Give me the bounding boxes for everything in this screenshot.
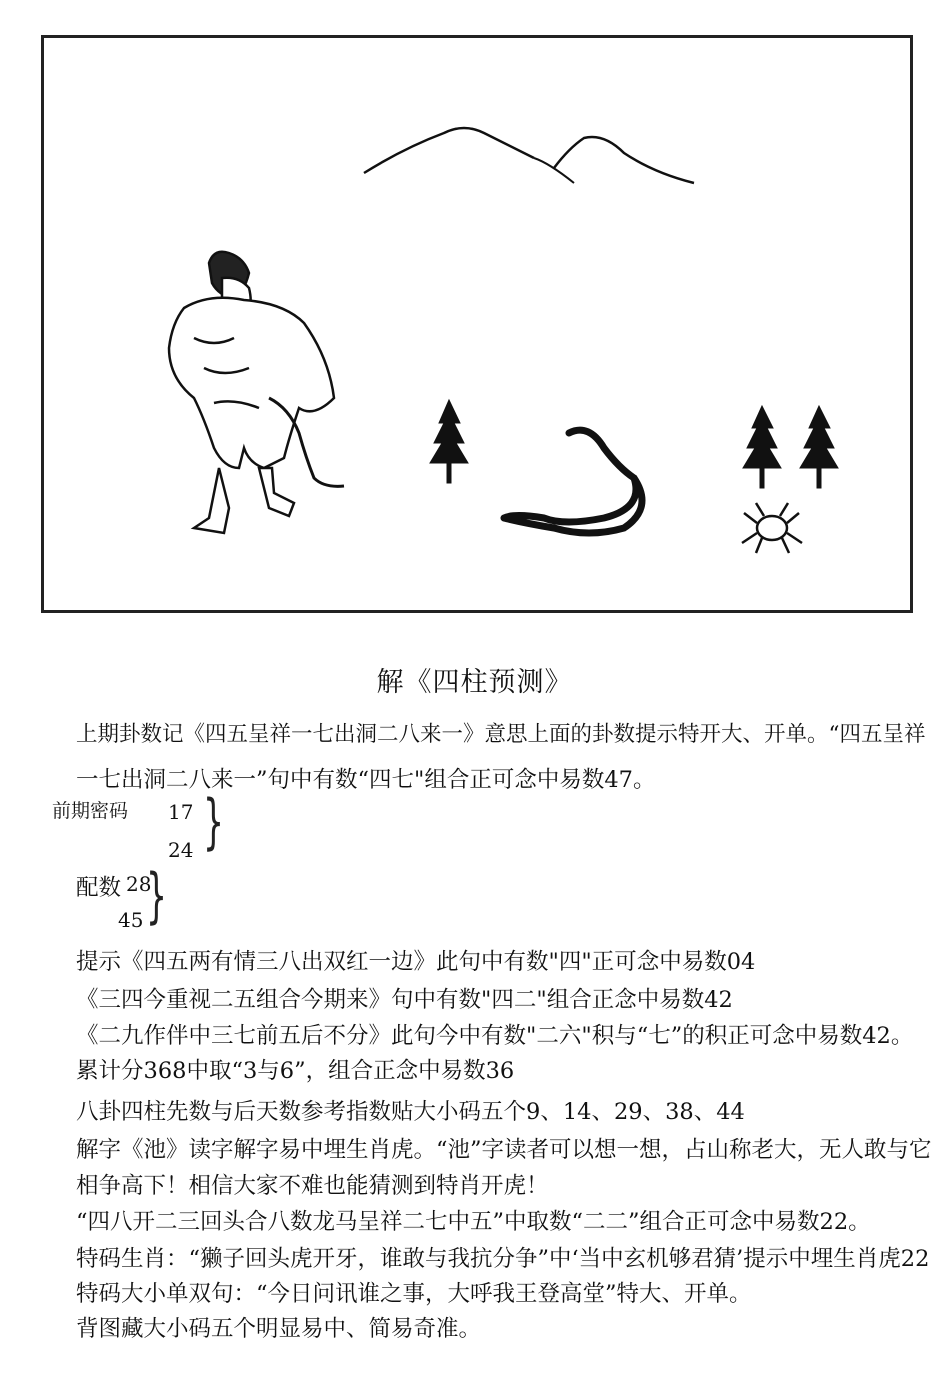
body-line: 提示《四五两有情三八出双红一边》此句中有数"四"正可念中易数04 bbox=[76, 949, 756, 975]
intro-line-2: 一七出洞二八来一”句中有数“四七"组合正可念中易数47。 bbox=[76, 767, 656, 793]
match-number: 28 bbox=[126, 872, 152, 896]
previous-code-number: 17 bbox=[168, 800, 194, 824]
mountain-icon bbox=[554, 137, 694, 183]
body-line: 累计分368中取“3与6”，组合正念中易数36 bbox=[76, 1058, 515, 1084]
previous-code-label: 前期密码 bbox=[52, 800, 129, 822]
body-line: “四八开二三回头合八数龙马呈祥二七中五”中取数“二二”组合正可念中易数22。 bbox=[76, 1209, 871, 1235]
brace-icon: } bbox=[203, 787, 225, 857]
body-line: 《三四今重视二五组合今期来》句中有数"四二"组合正念中易数42 bbox=[76, 987, 733, 1013]
body-line: 背图藏大小码五个明显易中、简易奇准。 bbox=[76, 1316, 482, 1342]
tree-icon bbox=[743, 406, 781, 488]
ink-illustration bbox=[44, 38, 910, 610]
brace-icon: } bbox=[146, 861, 168, 931]
body-line: 《二九作伴中三七前五后不分》此句今中有数"二六"积与“七”的积正可念中易数42。 bbox=[76, 1023, 914, 1049]
body-line: 特码大小单双句：“今日问讯谁之事，大呼我王登高堂”特大、开单。 bbox=[76, 1281, 752, 1307]
warrior-figure-icon bbox=[169, 252, 344, 533]
tree-icon bbox=[800, 406, 838, 488]
illustration-frame bbox=[41, 35, 913, 613]
mountain-icon bbox=[364, 128, 534, 173]
body-line: 八卦四柱先数与后天数参考指数贴大小码五个9、14、29、38、44 bbox=[76, 1099, 745, 1125]
previous-code-number: 24 bbox=[168, 838, 194, 862]
match-numbers-label: 配数 bbox=[76, 875, 122, 901]
snake-icon bbox=[504, 430, 642, 533]
tree-icon bbox=[430, 400, 468, 483]
match-number: 45 bbox=[118, 908, 144, 932]
page-title: 解《四柱预测》 bbox=[376, 667, 573, 698]
crab-icon bbox=[742, 503, 802, 553]
intro-line-1: 上期卦数记《四五呈祥一七出洞二八来一》意思上面的卦数提示特开大、开单。“四五呈祥 bbox=[76, 722, 926, 747]
body-line: 特码生肖：“獭子回头虎开牙，谁敢与我抗分争”中‘当中玄机够君猜’提示中埋生肖虎22 bbox=[76, 1246, 930, 1272]
body-line: 相争高下！相信大家不难也能猜测到特肖开虎！ bbox=[76, 1173, 549, 1199]
body-line: 解字《池》读字解字易中埋生肖虎。“池”字读者可以想一想，占山称老大，无人敢与它 bbox=[76, 1137, 932, 1163]
